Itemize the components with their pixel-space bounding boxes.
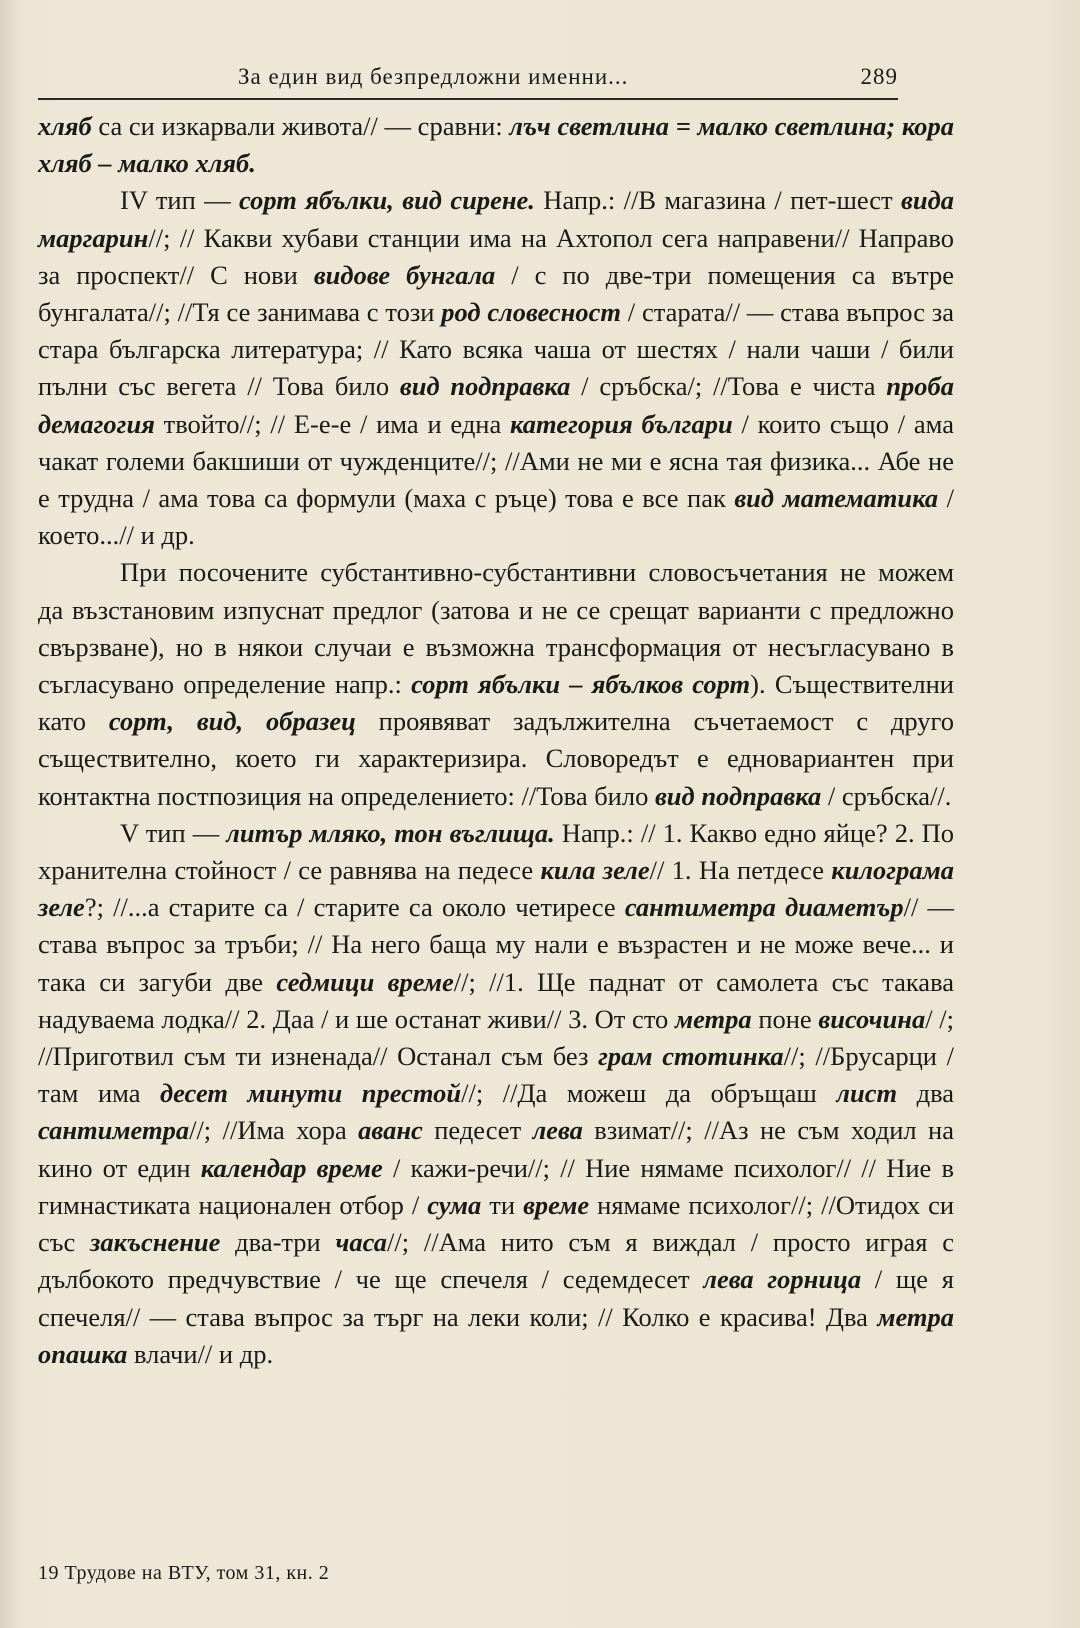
page-number: 289 [860,64,898,89]
text-run: ?; //...а старите са / старите са около четиресе [84,892,625,923]
emphasized-phrase: сорт ябълки, вид сирене. [239,185,535,216]
emphasized-phrase: десет минути престой [160,1078,462,1109]
text-run: два [897,1078,954,1109]
text-run: взимат//; //Аз не съм ходил на кино от един [38,1115,954,1183]
text-run: При посочените субстантивно-субстантивни словосъчетания не можем да възстановим изпуснат предлог (затова и не се срещат варианти с предложно свързване), но в някои случаи е възможна трансформация от несъгласувано в съгласувано определение напр.: [38,557,954,700]
emphasized-phrase: календар време [200,1152,383,1183]
text-run: //; //Има хора [189,1115,359,1146]
emphasized-phrase: проба демагогия [38,371,955,439]
emphasized-phrase: лева [532,1115,583,1146]
emphasized-phrase: кила зеле [540,855,650,886]
text-run: V тип — [120,817,227,848]
running-header [38,62,898,100]
text-run: / сръбска/; //Това е чиста [570,371,887,402]
text-run: поне [751,1003,819,1034]
emphasized-phrase: литър мляко, тон въглища. [226,817,555,848]
text-run: са си изкарвали живота// — сравни: [91,111,510,141]
emphasized-phrase: хляб [38,111,92,141]
text-run: твойто//; // Е-е-е / има и една [154,408,511,439]
emphasized-phrase: аванс [358,1115,423,1146]
emphasized-phrase: вид подправка [399,371,571,402]
emphasized-phrase: сорт, вид, образец [108,706,356,737]
emphasized-phrase: килограма зеле [38,855,954,923]
emphasized-phrase: сорт ябълки – ябълков сорт [411,669,751,700]
emphasized-phrase: категория българи [510,408,733,439]
emphasized-phrase: вид подправка [654,780,822,811]
body-text [38,108,954,1373]
emphasized-phrase: сантиметра диаметър [624,892,904,923]
text-run: нямаме психолог//; //Отидох си със [38,1189,955,1258]
text-run: / /; //Приготвил съм ти изненада// Останал съм без [38,1003,954,1072]
emphasized-phrase: закъснение [89,1227,221,1258]
text-run: / старата// — става въпрос за стара българска литература; // Като всяка чаша от шестях / нали чаши / били пълни със вегета // Това било [38,297,954,402]
emphasized-phrase: сума [427,1189,482,1220]
emphasized-phrase: часа [335,1227,387,1258]
text-run: / с по две-три помещения са вътре бунгалата//; //Тя се занимава с този [38,259,954,328]
emphasized-phrase: седмици време [276,966,454,997]
text-run: //; //1. Ще паднат от самолета със такава надуваема лодка// 2. Даа / и ше останат живи// 3. От сто [38,966,954,1034]
text-run: проявяват задължителна съчетаемост с друго съществително, което ги характеризира. Словоредът е едновариантен при контактна постпозиция на определението: //Това било [38,706,954,811]
emphasized-phrase: височина [818,1003,926,1034]
emphasized-phrase: вид математика [734,483,939,514]
text-run: Напр.: //В магазина / пет-шест [534,185,901,216]
text-run: два-три [220,1227,336,1258]
emphasized-phrase: грам стотинка [598,1041,784,1072]
text-run: //; // Какви хубави станции има на Ахтопол сега направени// Направо за проспект// С нови [38,222,954,290]
text-run: влачи// и др. [127,1338,274,1369]
text-run: IV тип — [120,185,240,216]
emphasized-phrase: вида маргарин [38,185,954,253]
emphasized-phrase: време [523,1189,590,1220]
emphasized-phrase: лъч светлина = малко светлина; кора хляб – малко хляб. [38,111,954,179]
running-title: За един вид безпредложни именни... [238,64,629,89]
text-run: // — става въпрос за тръби; // На него баща му нали е възрастен и не може вече... и така си загуби две [38,892,954,997]
text-run: //; //Брусарци / там има [38,1041,955,1109]
text-run: / кажи-речи//; // Ние нямаме психолог// // Ние в гимнастиката национален отбор / [38,1152,954,1220]
emphasized-phrase: лева горница [703,1264,862,1295]
text-run: / ще я спечеля// — става въпрос за търг на леки коли; // Колко е красива! Два [38,1264,954,1332]
emphasized-phrase: видове бунгала [313,259,496,290]
text-run: ). Съществителни като [38,669,954,737]
emphasized-phrase: сантиметра [38,1115,190,1146]
text-run: //; //Да можеш да обръщаш [461,1078,837,1109]
text-run: / които също / ама чакат големи бакшиши от чужденците//; //Ами не ми е ясна тая физика... Абе не е трудна / ама това са формули (маха с ръце) това е все пак [38,408,954,514]
emphasized-phrase: род словесност [441,297,621,328]
emphasized-phrase: метра опашка [38,1301,954,1369]
text-run: //; //Ама нито съм я виждал / просто играя с дълбокото предчувствие / че ще спечеля / седемдесет [38,1227,954,1295]
paragraph [38,108,954,182]
text-run: педесет [422,1115,533,1146]
emphasized-phrase: метра [674,1003,752,1034]
paragraph [38,182,954,554]
text-run: / сръбска//. [821,780,952,811]
paragraph [38,554,954,814]
footer-signature: 19 Трудове на ВТУ, том 31, кн. 2 [38,1562,330,1584]
text-run: // 1. На петдесе [649,855,832,886]
emphasized-phrase: лист [836,1078,898,1109]
text-run: Напр.: // 1. Какво едно яйце? 2. По хранителна стойност / се равнява на педесе [38,817,955,886]
paragraph [38,815,954,1373]
text-run: ти [481,1189,524,1220]
text-run: / което...// и др. [38,483,954,551]
